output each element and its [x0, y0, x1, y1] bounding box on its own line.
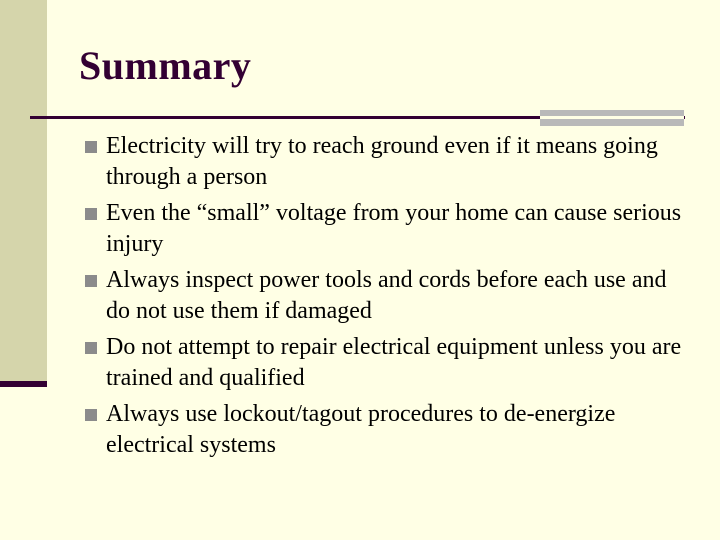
- bullet-text: Always inspect power tools and cords before each use and do not use them if damaged: [106, 267, 667, 324]
- bullet-item: [85, 265, 695, 327]
- square-bullet-icon: [85, 141, 97, 153]
- bullet-item: [85, 131, 695, 193]
- slide-title: Summary: [79, 43, 252, 88]
- bullet-text: Electricity will try to reach ground even if it means going through a person: [106, 133, 658, 190]
- bullet-text: Even the “small” voltage from your home can cause serious injury: [106, 200, 682, 257]
- square-bullet-icon: [85, 208, 97, 220]
- bullet-list: [85, 131, 695, 466]
- bullet-item: [85, 332, 695, 394]
- title-divider-accent: [540, 110, 684, 126]
- left-decorative-band: [0, 0, 47, 387]
- bullet-item: [85, 198, 695, 260]
- bullet-item: [85, 399, 695, 461]
- square-bullet-icon: [85, 409, 97, 421]
- square-bullet-icon: [85, 275, 97, 287]
- left-accent-bar: [0, 381, 47, 387]
- bullet-text: Always use lockout/tagout procedures to de-energize electrical systems: [106, 401, 616, 458]
- bullet-text: Do not attempt to repair electrical equipment unless you are trained and qualified: [106, 334, 682, 391]
- square-bullet-icon: [85, 342, 97, 354]
